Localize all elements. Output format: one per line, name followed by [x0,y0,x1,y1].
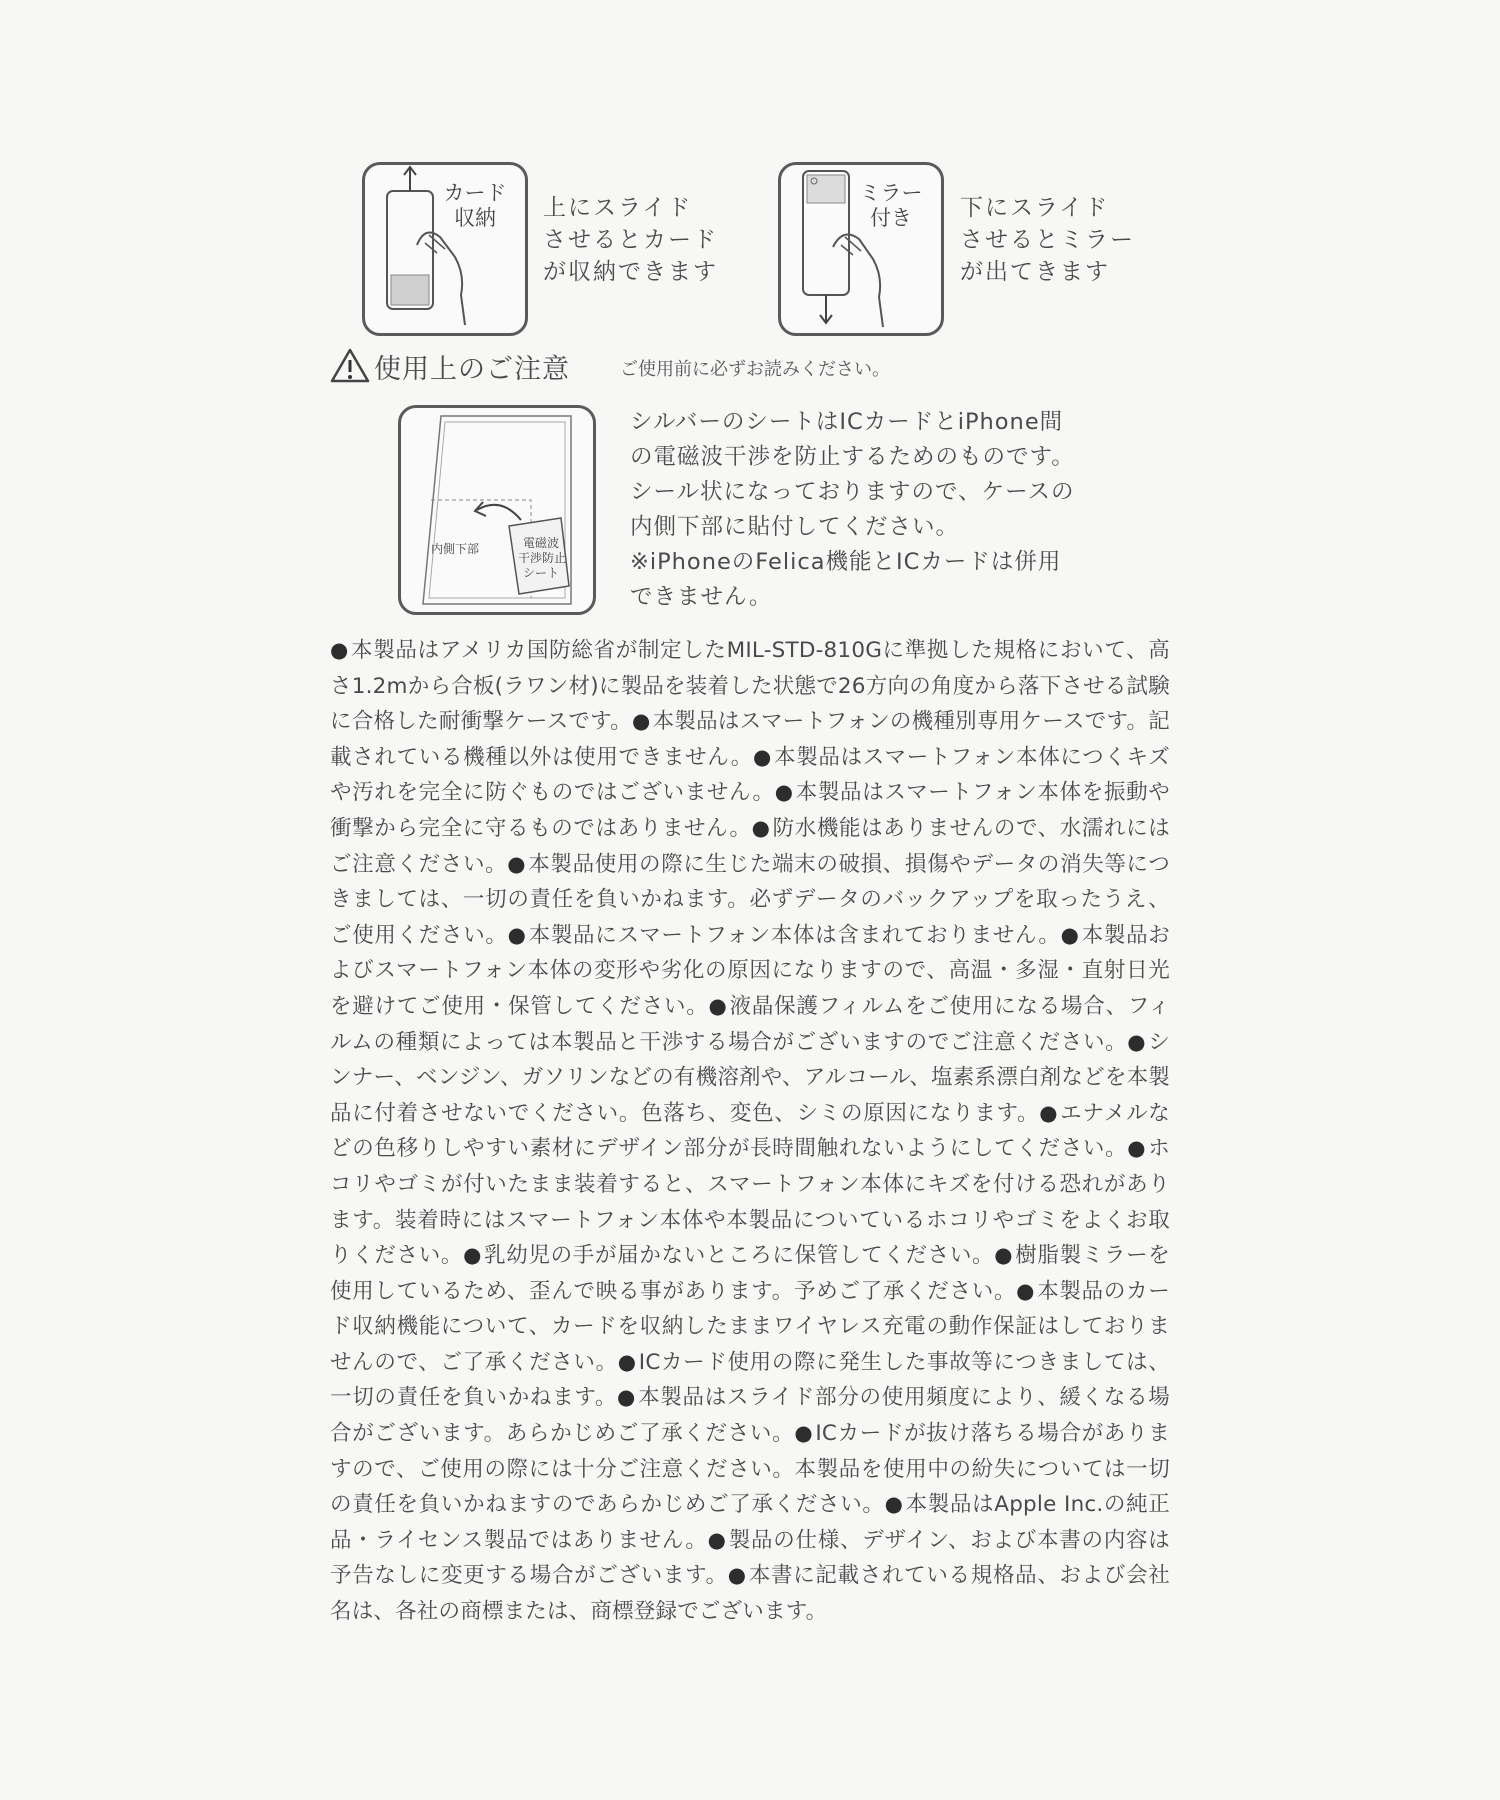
mirror-label: ミラー 付き [859,181,923,230]
mirror-illustration [778,162,944,336]
card-caption-line: 上にスライド [543,195,693,221]
note-item: ● 本書に記載されている規格品、および会社名は、各社の商標または、商標登録でございます。 [330,1563,1170,1624]
note-item: ● シンナー、ベンジン、ガソリンなどの有機溶剤や、アルコール、塩素系漂白剤などを本製品に付着させないでください。色落ち、変色、シミの原因になります。 [330,1030,1170,1126]
caution-subtitle: ご使用前に必ずお読みください。 [620,359,890,380]
card-storage-illustration [362,162,528,336]
note-item: ● 本製品はスマートフォン本体を振動や衝撃から完全に守るものではありません。 [330,780,1170,841]
mirror-caption-line: 下にスライド [960,195,1110,221]
note-item: ● 乳幼児の手が届かないところに保管してください。 [463,1243,994,1268]
card-storage-label: カード 収納 [443,181,507,230]
sheet-line: シール状になっておりますので、ケースの [630,479,1075,505]
content-column [330,150,1171,1625]
note-item: ● 防水機能はありませんので、水濡れにはご注意ください。 [330,816,1170,877]
note-item: ● 液晶保護フィルムをご使用になる場合、フィルムの種類によっては本製品と干渉する場合がございますのでご注意ください。 [330,994,1170,1055]
note-item: ● 本製品使用の際に生じた端末の破損、損傷やデータの消失等につきましては、一切の責任を負いかねます。必ずデータのバックアップを取ったうえ、ご使用ください。 [330,852,1170,948]
caution-header [330,345,1170,385]
note-item: ● 本製品のカード収納機能について、カードを収納したままワイヤレス充電の動作保証はしておりませんので、ご了承ください。 [330,1279,1170,1375]
slide-figures [330,150,1170,340]
note-item: ● ホコリやゴミが付いたまま装着すると、スマートフォン本体にキズを付ける恐れがあります。装着時にはスマートフォン本体や本製品についているホコリやゴミをよくお取りください。 [330,1136,1170,1268]
note-item: ● ICカード使用の際に発生した事故等につきましては、一切の責任を負いかねます。 [330,1350,1170,1411]
note-item: ● ICカードが抜け落ちる場合がありますので、ご使用の際には十分ご注意ください。本製品を使用中の紛失については一切の責任を負いかねますのであらかじめご了承ください。 [330,1421,1170,1517]
shield-sheet-icon [401,408,593,612]
inner-bottom-label: 内側下部 [431,542,480,556]
note-item: ● 本製品はスマートフォンの機種別専用ケースです。記載されている機種以外は使用できません。 [330,709,1170,770]
sheet-line: ※iPhoneのFelica機能とICカードは併用 [630,549,1062,575]
caution-notes [330,633,1170,1630]
card-caption-line: させるとカード [543,227,718,253]
sheet-line: 内側下部に貼付してください。 [630,514,960,540]
note-item: ● 本製品はスライド部分の使用頻度により、緩くなる場合がございます。あらかじめご了承ください。 [330,1385,1170,1446]
note-item: ● エナメルなどの色移りしやすい素材にデザイン部分が長時間触れないようにしてください。 [330,1101,1170,1162]
card-caption [543,192,718,288]
sheet-line: できません。 [630,584,773,610]
mirror-caption [960,192,1135,288]
note-item: ● 本製品はApple Inc.の純正品・ライセンス製品ではありません。 [330,1492,1170,1553]
sheet-line: シルバーのシートはICカードとiPhone間 [630,409,1064,435]
note-item: ● 製品の仕様、デザイン、および本書の内容は予告なしに変更する場合がございます。 [330,1528,1170,1589]
warning-icon [330,347,370,383]
note-item: ● 本製品にスマートフォン本体は含まれておりません。 [508,923,1061,948]
sheet-description [630,405,1170,615]
shield-sheet-illustration [398,405,596,615]
note-item: ● 本製品およびスマートフォン本体の変形や劣化の原因になりますので、高温・多湿・直射日光を避けてご使用・保管してください。 [330,923,1170,1019]
card-caption-line: が収納できます [543,259,718,285]
mirror-caption-line: が出てきます [960,259,1110,285]
sheet-line: の電磁波干渉を防止するためのものです。 [630,444,1075,470]
note-item: ● 本製品はアメリカ国防総省が制定したMIL-STD-810Gに準拠した規格において、高さ1.2mから合板(ラワン材)に製品を装着した状態で26方向の角度から落下させる試験に合格した耐衝撃ケースです。 [330,638,1170,734]
mirror-caption-line: させるとミラー [960,227,1135,253]
note-item: ● 樹脂製ミラーを使用しているため、歪んで映る事があります。予めご了承ください。 [330,1243,1170,1304]
sheet-label: 電磁波 干渉防止 シート [518,536,567,580]
caution-title: 使用上のご注意 [374,354,570,385]
note-item: ● 本製品はスマートフォン本体につくキズや汚れを完全に防ぐものではございません。 [330,745,1170,806]
